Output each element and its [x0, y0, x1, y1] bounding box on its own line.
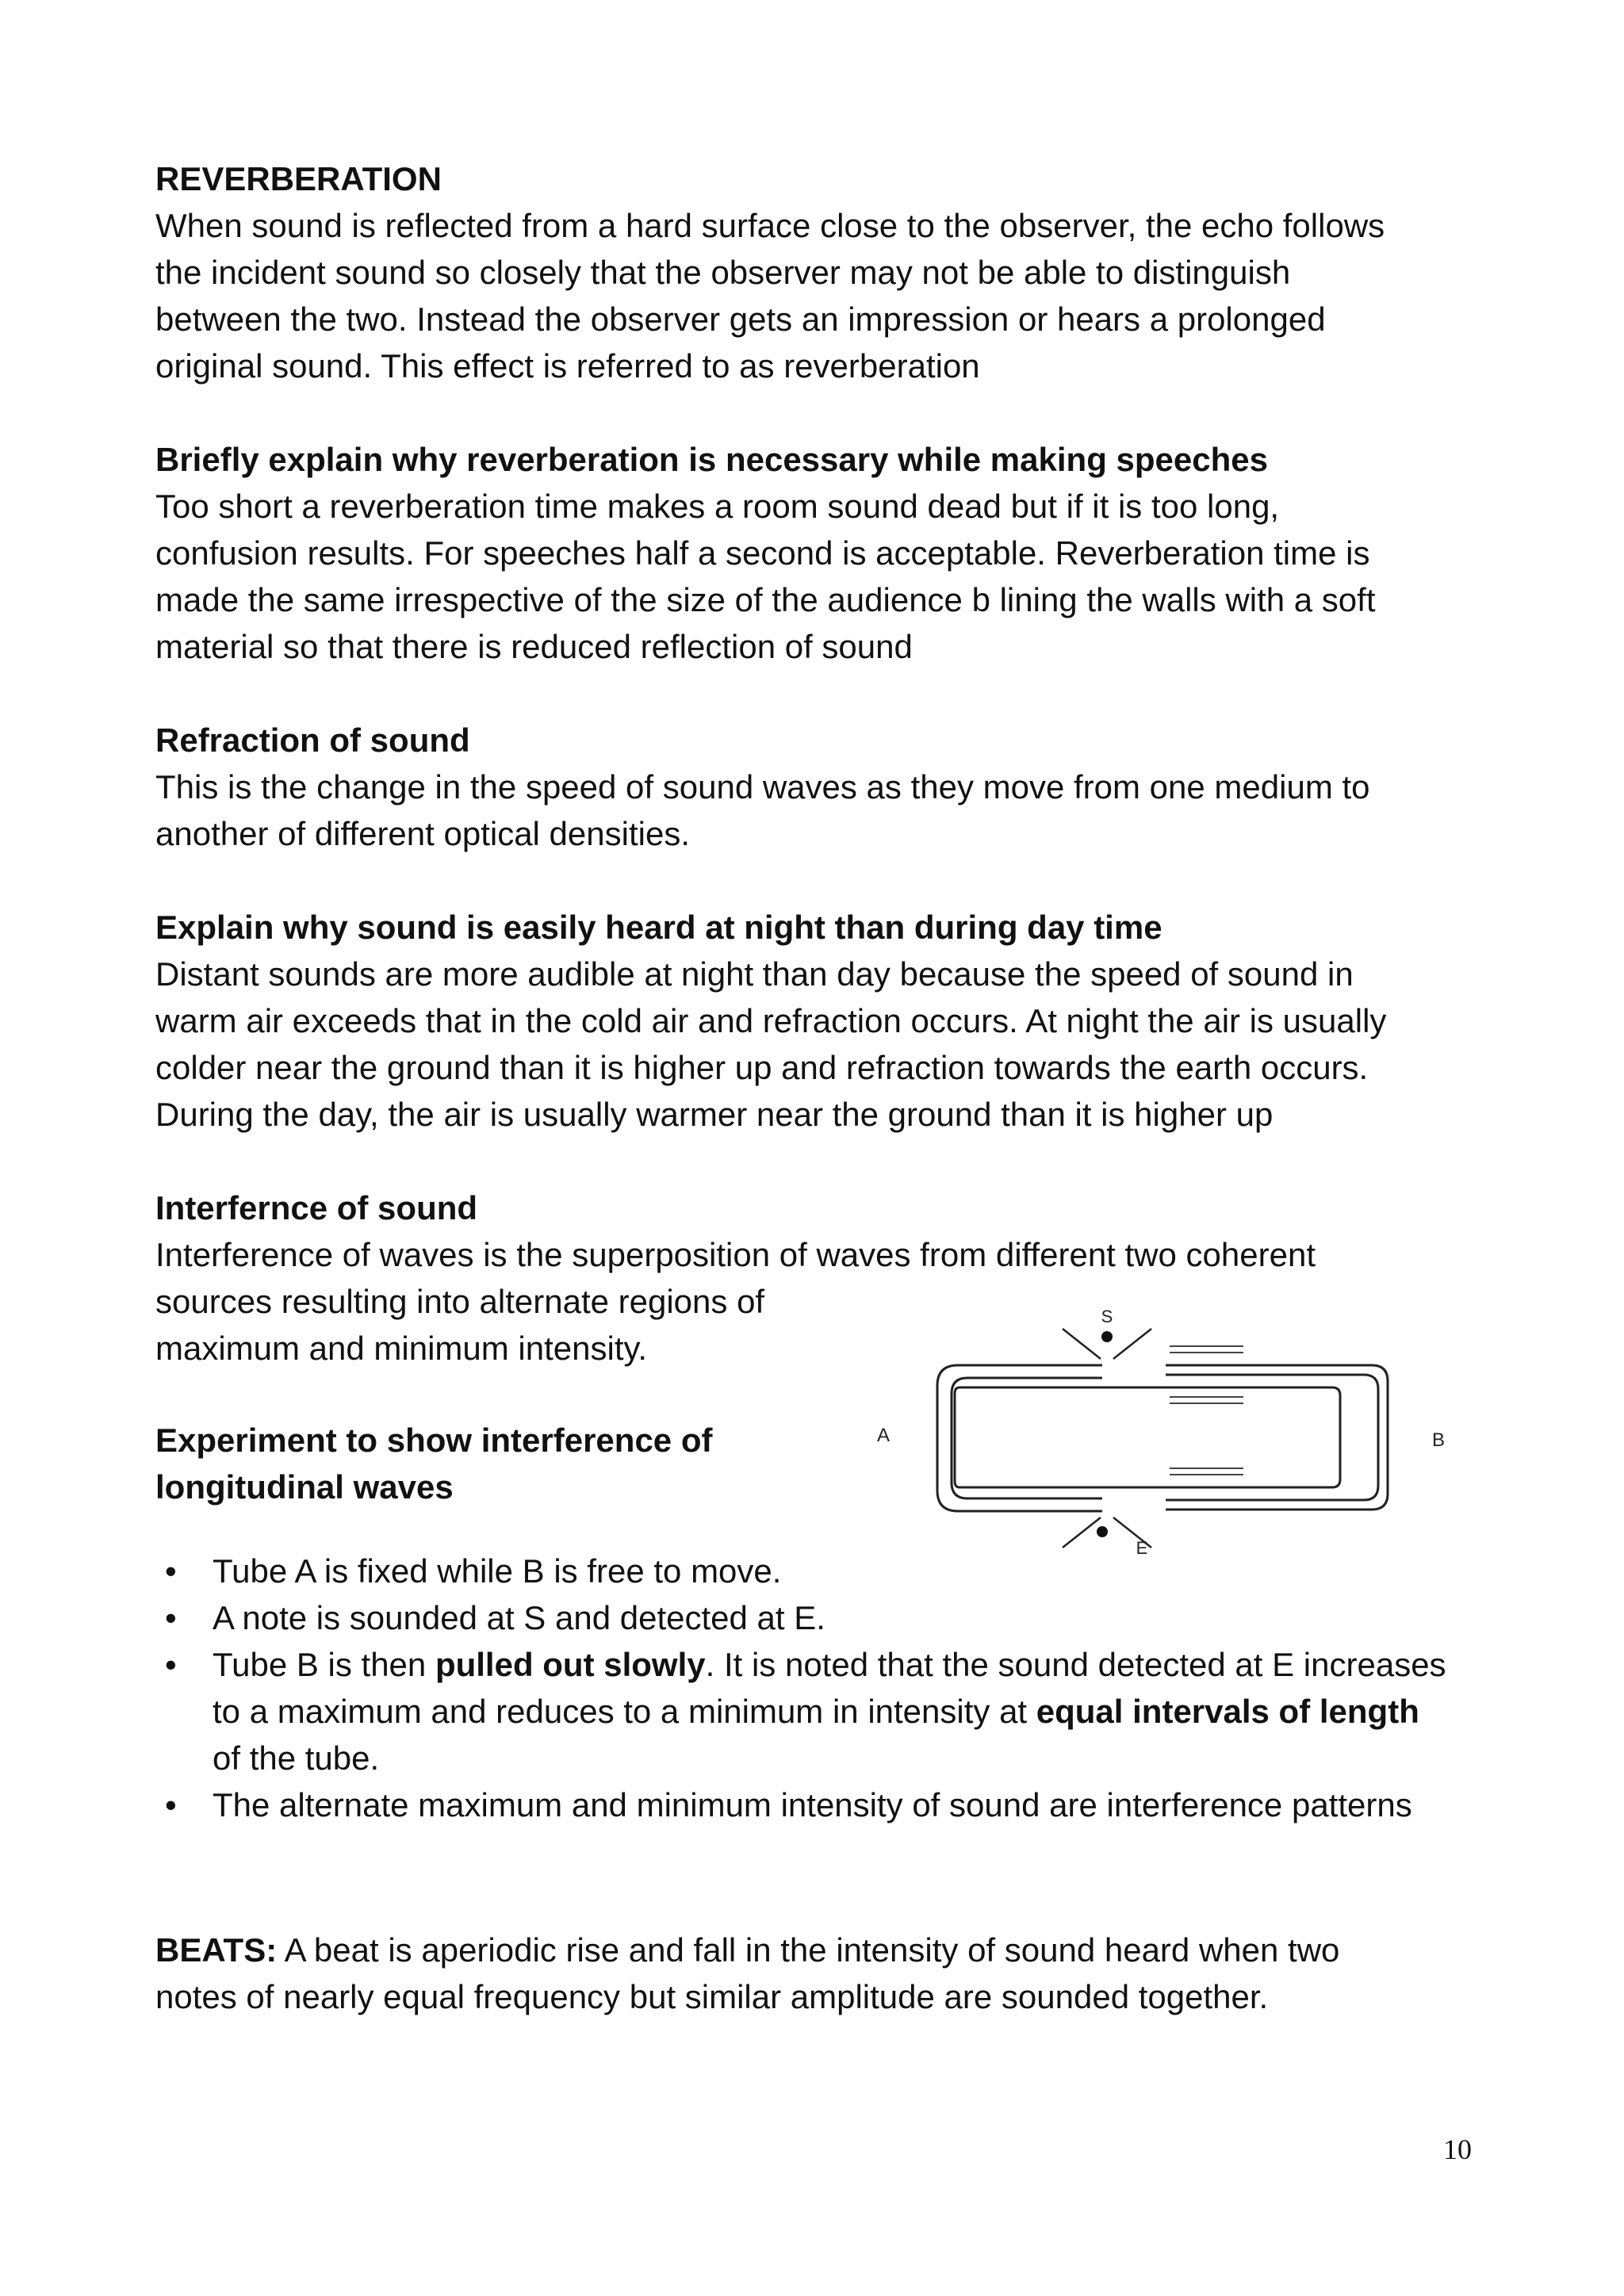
list-item: [155, 1548, 1456, 1594]
interference-tube-diagram: [864, 1300, 1459, 1570]
source-funnel-right: [1113, 1329, 1151, 1359]
list-item: [155, 1641, 1456, 1781]
label-e: E: [1136, 1538, 1148, 1558]
bullet-bold-text: equal intervals of length: [1036, 1693, 1419, 1730]
interference-line: Interference of waves is the superposition of waves from different two coherent: [155, 1236, 1316, 1273]
experiment-heading-line: longitudinal waves: [155, 1468, 454, 1506]
speeches-line: confusion results. For speeches half a second is acceptable. Reverberation time is: [155, 534, 1370, 572]
refraction-line: This is the change in the speed of sound waves as they move from one medium to: [155, 768, 1370, 806]
source-funnel-left: [1063, 1329, 1101, 1359]
page-number: 10: [1443, 2133, 1472, 2165]
night-line: colder near the ground than it is higher up and refraction towards the earth occurs.: [155, 1049, 1369, 1086]
refraction-line: another of different optical densities.: [155, 815, 690, 852]
detector-dot: [1097, 1526, 1108, 1537]
reverberation-heading: REVERBERATION: [155, 160, 442, 197]
experiment-heading-line: Experiment to show interference of: [155, 1422, 713, 1459]
reverberation-line: the incident sound so closely that the observer may not be able to distinguish: [155, 254, 1291, 291]
night-line: During the day, the air is usually warmer near the ground than it is higher up: [155, 1096, 1274, 1133]
detector-funnel-left: [1063, 1517, 1101, 1548]
reverberation-line: When sound is reflected from a hard surface close to the observer, the echo follows: [155, 207, 1385, 244]
refraction-section: [155, 717, 1488, 857]
beats-text: notes of nearly equal frequency but similar amplitude are sounded together.: [155, 1978, 1269, 2015]
speeches-line: material so that there is reduced reflection of sound: [155, 628, 913, 665]
label-s: S: [1101, 1307, 1113, 1326]
experiment-section: [155, 1417, 948, 1510]
night-section: [155, 904, 1488, 1138]
speeches-line: Too short a reverberation time makes a room sound dead but if it is too long,: [155, 488, 1280, 525]
reverberation-line: original sound. This effect is referred to as reverberation: [155, 347, 980, 385]
beats-label: BEATS:: [155, 1931, 278, 1969]
night-line: warm air exceeds that in the cold air and refraction occurs. At night the air is usually: [155, 1002, 1387, 1039]
bullet-text: . It is noted that the sound detected at E increases to a maximum and reduces to a minimum in intensity at: [213, 1646, 1446, 1730]
speeches-heading: Briefly explain why reverberation is necessary while making speeches: [155, 441, 1268, 478]
interference-line: sources resulting into alternate regions of: [155, 1283, 765, 1320]
label-b: B: [1431, 1429, 1446, 1451]
refraction-heading: Refraction of sound: [155, 721, 470, 759]
interference-heading: Interfernce of sound: [155, 1189, 478, 1226]
bullet-text: Tube A is fixed while B is free to move.: [213, 1552, 782, 1590]
beats-section: [155, 1927, 1488, 2020]
tube-a-inner: [952, 1378, 1102, 1498]
speeches-line: made the same irrespective of the size of the audience b lining the walls with a soft: [155, 581, 1376, 618]
night-line: Distant sounds are more audible at night than day because the speed of sound in: [155, 955, 1354, 993]
source-dot: [1101, 1331, 1113, 1342]
reverberation-section: [155, 155, 1488, 389]
interference-line: maximum and minimum intensity.: [155, 1330, 648, 1367]
experiment-steps-list: [155, 1548, 1456, 1828]
bullet-bold-text: pulled out slowly: [435, 1646, 706, 1683]
list-item: [155, 1781, 1456, 1828]
bullet-text: The alternate maximum and minimum intensity of sound are interference patterns: [213, 1786, 1412, 1823]
night-heading: Explain why sound is easily heard at night than during day time: [155, 909, 1162, 946]
beats-text: A beat is aperiodic rise and fall in the intensity of sound heard when two: [277, 1931, 1340, 1969]
bullet-text: A note is sounded at S and detected at E.: [213, 1599, 825, 1636]
list-item: [155, 1594, 1456, 1641]
bullet-text: of the tube.: [213, 1739, 380, 1777]
speeches-section: [155, 436, 1488, 670]
label-a: A: [876, 1425, 891, 1446]
bullet-text: Tube B is then: [213, 1646, 435, 1683]
reverberation-line: between the two. Instead the observer gets an impression or hears a prolonged: [155, 300, 1326, 338]
tube-inner-section: [955, 1387, 1340, 1487]
tube-b-inner: [1166, 1375, 1378, 1500]
